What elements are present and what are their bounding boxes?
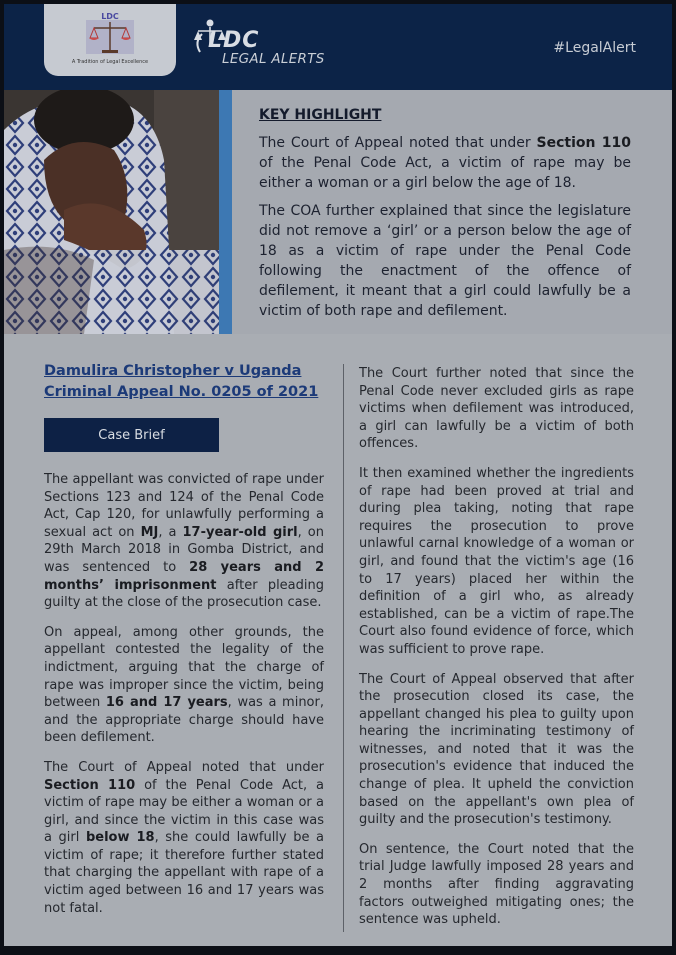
hero-photo <box>4 90 219 334</box>
right-paragraph-2: It then examined whether the ingredients of rape had been proved at trial and during plea taking, noting that rape requires the prosecution to prove unlawful carnal knowledge of a woman or girl, and found that the victim's age (16 to 17 years) placed her within the definition of a girl who, as already established, can be a victim of rape.The Court also found evidence of force, which was sufficient to prove rape. <box>359 465 634 657</box>
header-bar <box>4 4 672 90</box>
logo-text: LDC <box>101 12 119 21</box>
case-title-line-2: Criminal Appeal No. 0205 of 2021 <box>44 384 319 400</box>
key-highlight-title: KEY HIGHLIGHT <box>259 107 382 123</box>
right-paragraph-4: On sentence, the Court noted that the trial Judge lawfully imposed 28 years and 2 months after finding aggravating factors outweighed mitigating ones; the sentence was upheld. <box>359 841 634 928</box>
right-paragraph-3: The Court of Appeal observed that after the prosecution closed its case, the appellant changed his plea to guilty upon hearing the incriminating testimony of witnesses, and noted that it was the prosecution's evidence that induced the change of plea. It upheld the conviction based on the appellant's own plea of guilty and the prosecution's testimony. <box>359 671 634 828</box>
brand-name: LDC <box>208 28 260 53</box>
left-column <box>44 471 324 929</box>
key-highlight-paragraph-2: The COA further explained that since the legislature did not remove a ‘girl’ or a person below the age of 18 as a victim of rape under the Penal Code following the enactment of the offence of defilement, it meant that a girl could lawfully be a victim of both rape and defilement. <box>259 203 631 319</box>
column-divider <box>343 364 344 932</box>
case-content <box>4 334 672 946</box>
right-column <box>359 365 634 941</box>
distressed-girl-photo-icon <box>4 90 219 334</box>
ldc-logo-card <box>44 4 176 76</box>
left-paragraph-1: The appellant was convicted of rape under Sections 123 and 124 of the Penal Code Act, Cap 120, for unlawfully performing a sexual act on MJ, a 17-year-old girl, on 29th March 2018 in Gomba District, and was sentenced to 28 years and 2 months’ imprisonment after pleading guilty at the close of the prosecution case. <box>44 472 325 611</box>
key-highlight-panel <box>232 90 672 334</box>
logo-tagline: A Tradition of Legal Excellence <box>71 59 149 65</box>
left-paragraph-3: The Court of Appeal noted that under Section 110 of the Penal Code Act, a victim of rape may be either a woman or a girl, and since the victim in this case was a girl below 18, she could lawfully be a victim of rape; it therefore further stated that charging the appellant with rape of a victim aged between 16 and 17 years was not fatal. <box>44 759 325 916</box>
right-paragraph-1: The Court further noted that since the Penal Code never excluded girls as rape victims when defilement was introduced, a girl can lawfully be a victim of both offences. <box>359 366 634 452</box>
case-brief-button[interactable]: Case Brief <box>44 418 219 452</box>
brand-subtitle: LEGAL ALERTS <box>222 51 325 67</box>
left-paragraph-2: On appeal, among other grounds, the appellant contested the legality of the indictment, arguing that the charge of rape was improper since the victim, being between 16 and 17 years, was a minor, and the appropriate charge should have been defilement. <box>44 624 324 746</box>
ldc-legal-alerts-brand <box>190 18 340 70</box>
case-title-line-1: Damulira Christopher v Uganda <box>44 363 302 379</box>
accent-stripe <box>219 90 232 334</box>
scales-of-justice-logo-icon <box>82 10 138 58</box>
hashtag-legal-alert: #LegalAlert <box>553 40 636 56</box>
key-highlight-paragraph-1: The Court of Appeal noted that under Section 110 of the Penal Code Act, a victim of rape may be either a woman or a girl below the age of 18. <box>259 135 631 191</box>
case-title <box>44 361 334 403</box>
